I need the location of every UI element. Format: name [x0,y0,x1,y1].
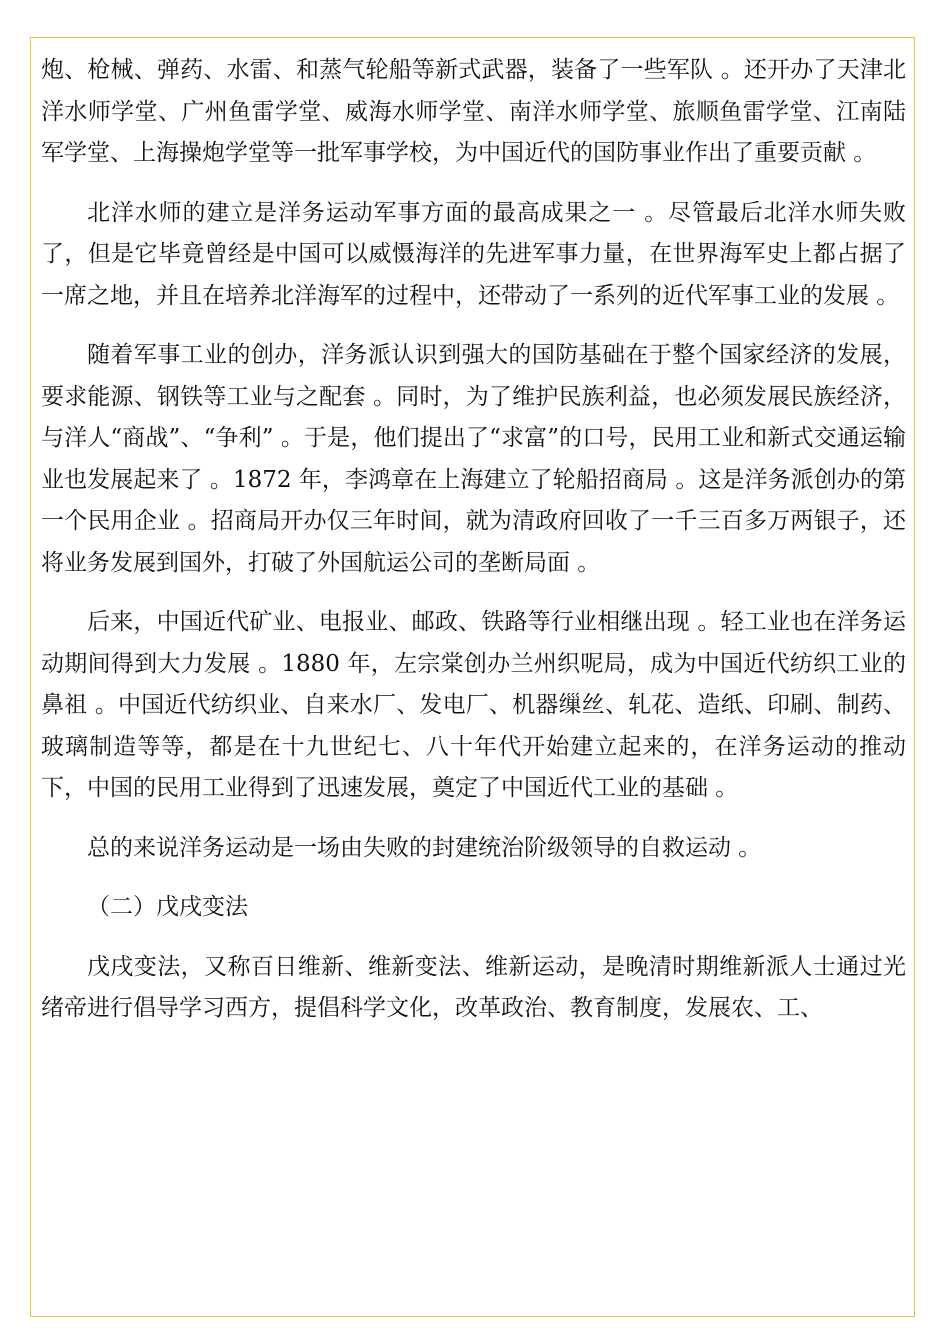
paragraph-wuxu-reform: 戊戌变法，又称百日维新、维新变法、维新运动，是晚清时期维新派人士通过光绪帝进行倡导学习西方，提倡科学文化，改革政治、教育制度，发展农、工、 [41,953,906,1021]
section-heading: （二）戊戌变法 [87,894,248,920]
paragraph-continued: 炮、枪械、弹药、水雷、和蒸气轮船等新式武器，装备了一些军队 。还开办了天津北洋水师学堂、广州鱼雷学堂、威海水师学堂、南洋水师学堂、旅顺鱼雷学堂、江南陆军学堂、上海操炮学堂等一批军事学校，为中国近代的国防事业作出了重要贡献 。 [41,57,906,166]
paragraph-summary: 总的来说洋务运动是一场由失败的封建统治阶级领导的自救运动 。 [87,834,762,861]
document-body [41,50,906,1048]
paragraph-civil-industry: 随着军事工业的创办，洋务派认识到强大的国防基础在于整个国家经济的发展，要求能源、钢铁等工业与之配套 。同时，为了维护民族利益，也必须发展民族经济，与洋人“商战”、“争利” 。于是，他们提出了“求富”的口号，民用工业和新式交通运输业也发展起来了 。1872 年，李鸿章在上海建立了轮船招商局 。这是洋务派创办的第一个民用企业 。招商局开办仅三年时间，就为清政府回收了一千三百多万两银子，还将业务发展到国外，打破了外国航运公司的垄断局面 。 [41,342,906,576]
page-frame [30,37,915,1317]
paragraph-light-industry: 后来，中国近代矿业、电报业、邮政、铁路等行业相继出现 。轻工业也在洋务运动期间得到大力发展 。1880 年，左宗棠创办兰州织呢局，成为中国近代纺织工业的鼻祖 。中国近代纺织业、自来水厂、发电厂、机器缫丝、轧花、造纸、印刷、制药、玻璃制造等等，都是在十九世纪七、八十年代开始建立起来的，在洋务运动的推动下，中国的民用工业得到了迅速发展，奠定了中国近代工业的基础 。 [41,609,906,801]
paragraph-beiyang-fleet: 北洋水师的建立是洋务运动军事方面的最高成果之一 。尽管最后北洋水师失败了，但是它毕竟曾经是中国可以威慑海洋的先进军事力量，在世界海军史上都占据了一席之地，并且在培养北洋海军的过程中，还带动了一系列的近代军事工业的发展 。 [41,199,906,309]
